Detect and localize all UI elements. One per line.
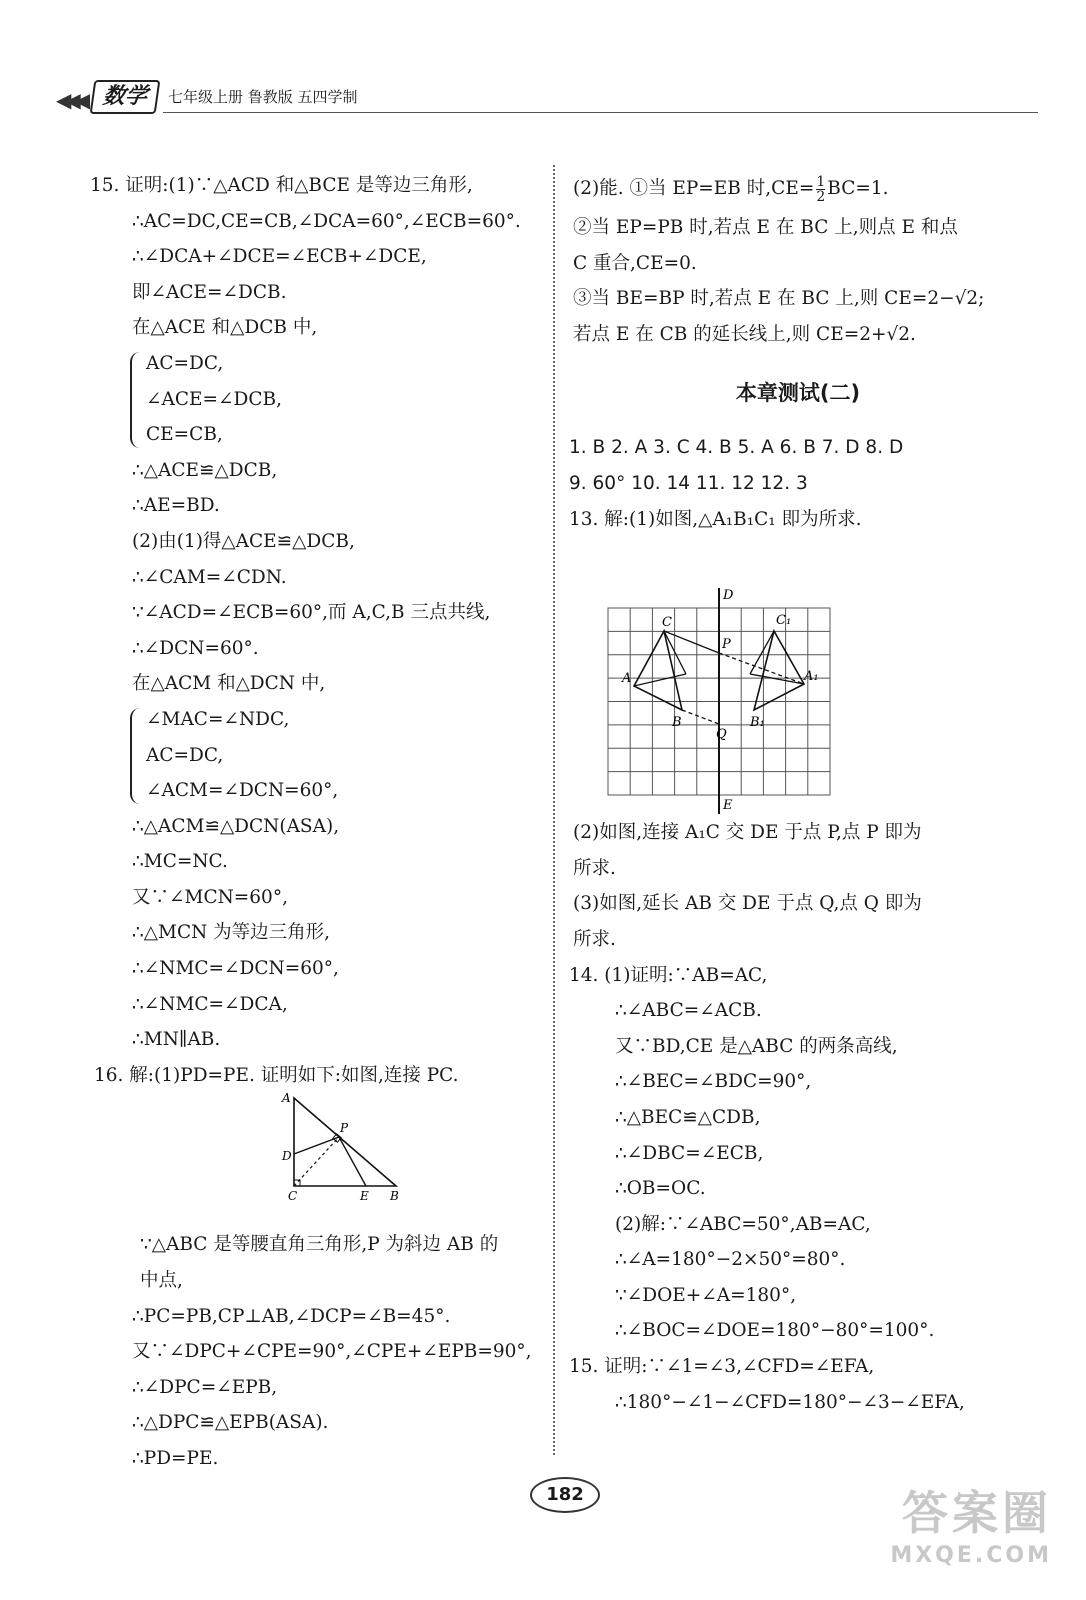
text-line: ∴AC=DC,CE=CB,∠DCA=60°,∠ECB=60°. [132,210,521,232]
label-B: B [390,1189,399,1203]
text-line: 又∵∠DPC+∠CPE=90°,∠CPE+∠EPB=90°, [132,1341,532,1363]
text-line: 即∠ACE=∠DCB. [132,281,287,303]
dashed-B-Q [682,710,719,724]
label-A1: A₁ [804,669,819,684]
dashed-C-P [664,631,719,653]
fraction [816,175,825,204]
double-arrow-icon: ◀◀◀ [56,88,85,112]
triangle-A1B1C1 [754,631,804,710]
text-line: ∴PD=PE. [132,1448,219,1469]
brace-line: ∠ACM=∠DCN=60°, [146,780,339,802]
fraction-numerator: 1 [816,173,826,190]
text-line: ∴∠DCA+∠DCE=∠ECB+∠DCE, [132,246,427,268]
left-column [90,168,540,1477]
text-line: 14. (1)证明:∵AB=AC, [569,964,768,986]
text-line: 在△ACE 和△DCB 中, [132,317,318,339]
label-D: D [723,588,734,603]
text-line: ∴∠NMC=∠DCN=60°, [132,958,339,980]
text-line: ∴MC=NC. [132,851,228,873]
text-line: ∴∠DBC=∠ECB, [615,1142,764,1164]
header-rule [163,112,1038,113]
page-header [48,78,1038,118]
label-C: C [288,1189,298,1203]
label-E: E [360,1189,369,1203]
label-B1: B₁ [750,715,765,730]
text-line: ∴△MCN 为等边三角形, [132,922,331,944]
text-line: 中点, [140,1270,183,1292]
label-C1: C₁ [776,613,792,628]
text-line: 所求. [573,857,616,879]
label-Q: Q [716,727,727,742]
text-line: ②当 EP=PB 时,若点 E 在 BC 上,则点 E 和点 [573,217,958,238]
triangle-figure [278,1090,408,1205]
text-line: ∴AE=BD. [132,495,220,517]
watermark [890,1477,1052,1568]
grid-figure [604,586,834,816]
text-line: 在△ACM 和△DCN 中, [132,673,326,695]
dashed-C-P [294,1137,339,1186]
text-line: (2)解:∵∠ABC=50°,AB=AC, [615,1213,871,1235]
text-line: ∵∠ACD=∠ECB=60°,而 A,C,B 三点共线, [132,602,491,624]
text-line: ∵△ABC 是等腰直角三角形,P 为斜边 AB 的 [140,1234,499,1256]
text-line: ∴∠CAM=∠CDN. [132,566,287,588]
answer-line: 13. 解:(1)如图,△A₁B₁C₁ 即为所求. [569,508,862,530]
label-B: B [672,715,682,730]
label-D: D [282,1149,292,1163]
brace-mark [130,708,144,804]
triangle-ACB [294,1098,396,1186]
segment-P-E [339,1137,366,1186]
section-title: 本章测试(二) [735,381,861,406]
condition-brace [90,702,540,809]
brace-line: ∠MAC=∠NDC, [146,708,290,730]
text-fragment: (2)能. ①当 EP=EB 时,CE= [573,178,815,199]
text-line: ∴∠A=180°−2×50°=80°. [615,1249,846,1271]
page-number: 182 [530,1477,600,1513]
label-A: A [282,1091,291,1105]
text-fragment: BC=1. [827,178,889,199]
text-line [573,168,1023,210]
text-line: 15. 证明:∵∠1=∠3,∠CFD=∠EFA, [569,1356,875,1378]
segment-C1-inner [750,631,774,674]
fraction-denominator: 2 [816,188,826,205]
subject-badge: 数学 [90,80,161,114]
text-line: ∴∠ABC=∠ACB. [615,1000,762,1022]
brace-line: ∠ACE=∠DCB, [146,388,282,410]
text-line: ∴△ACM≌△DCN(ASA), [132,815,340,837]
brace-line: AC=DC, [146,744,224,766]
label-P: P [722,637,731,652]
label-P: P [340,1121,349,1135]
text-line: ∴180°−∠1−∠CFD=180°−∠3−∠EFA, [615,1391,965,1413]
brace-line: AC=DC, [146,352,224,374]
label-C: C [662,615,672,630]
text-line: ③当 BE=BP 时,若点 E 在 BC 上,则 CE=2−√2; [573,288,985,310]
text-line: ∴OB=OC. [615,1178,706,1200]
text-line: C 重合,CE=0. [573,252,697,274]
text-line: (2)如图,连接 A₁C 交 DE 于点 P,点 P 即为 [573,822,922,844]
text-line: 15. 证明:(1)∵△ACD 和△BCE 是等边三角形, [90,175,473,196]
segment-D-P [294,1137,339,1154]
label-A: A [622,671,632,686]
text-line: ∵∠DOE+∠A=180°, [615,1284,797,1306]
watermark-logo: 答案圈 [902,1486,1052,1540]
text-line: ∴∠DCN=60°. [132,637,259,659]
text-line: 又∵∠MCN=60°, [132,886,288,908]
label-E: E [723,798,733,813]
brace-line: CE=CB, [146,424,223,446]
answer-line: 1. B 2. A 3. C 4. B 5. A 6. B 7. D 8. D [569,437,904,459]
text-line: ∴∠DPC=∠EPB, [132,1376,278,1398]
watermark-url: MXQE.COM [890,1543,1052,1568]
text-line: ∴∠NMC=∠DCA, [132,993,288,1015]
text-line: ∴MN∥AB. [132,1029,221,1051]
book-subtitle: 七年级上册 鲁教版 五四学制 [168,88,358,106]
text-line: 所求. [573,928,616,950]
text-line: 若点 E 在 CB 的延长线上,则 CE=2+√2. [573,323,916,345]
text-line: (2)由(1)得△ACE≌△DCB, [132,530,355,552]
text-line: ∴PC=PB,CP⊥AB,∠DCP=∠B=45°. [132,1305,451,1327]
text-line: ∴△BEC≌△CDB, [615,1106,761,1128]
column-divider [553,165,555,1455]
text-line: (3)如图,延长 AB 交 DE 于点 Q,点 Q 即为 [573,893,922,915]
text-line: ∴∠BOC=∠DOE=180°−80°=100°. [615,1320,935,1342]
condition-brace [90,346,540,453]
text-line: 又∵BD,CE 是△ABC 的两条高线, [615,1035,898,1057]
brace-mark [130,352,144,448]
text-line: ∴∠BEC=∠BDC=90°, [615,1071,812,1093]
text-line: ∴△ACE≌△DCB, [132,459,278,481]
text-line: ∴△DPC≌△EPB(ASA). [132,1412,329,1434]
answer-line: 9. 60° 10. 14 11. 12 12. 3 [569,472,808,494]
segment-A-to-C-inner [634,674,686,686]
text-line: 16. 解:(1)PD=PE. 证明如下:如图,连接 PC. [94,1064,459,1086]
segment-A1-inner [750,674,804,684]
